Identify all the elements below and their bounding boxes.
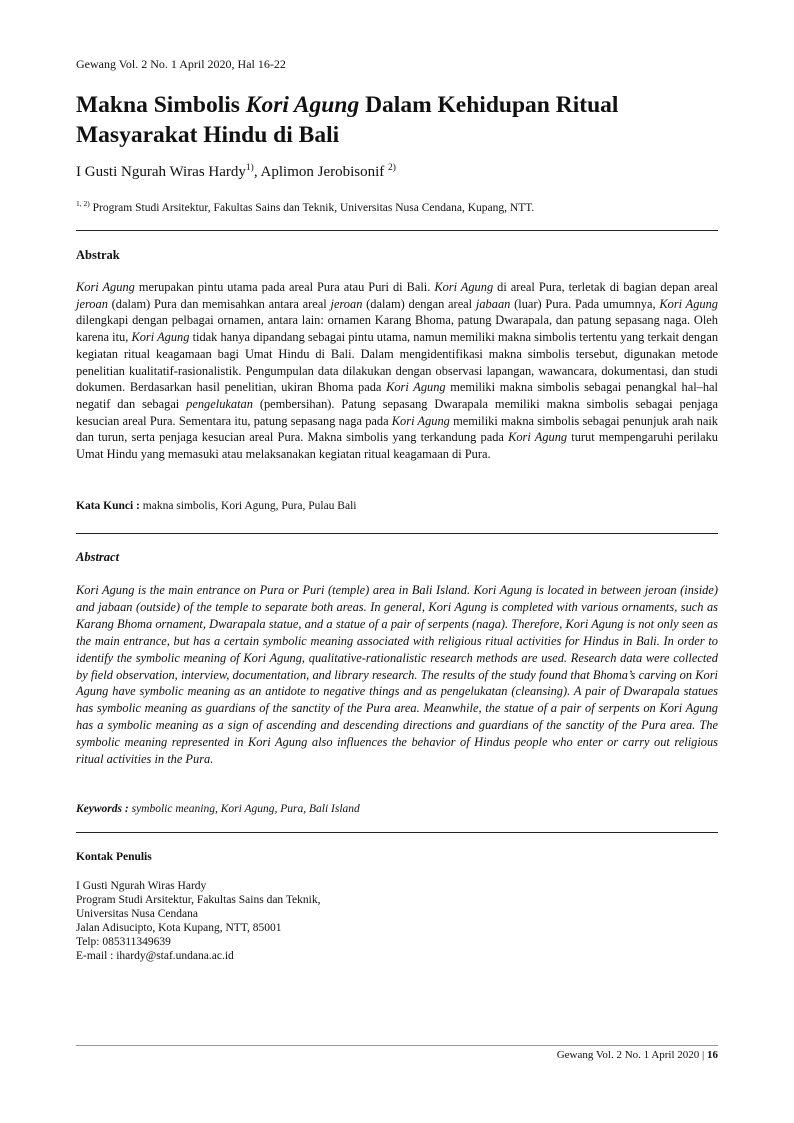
contact-address: Jalan Adisucipto, Kota Kupang, NTT, 85001 (76, 921, 282, 934)
divider-abstract (76, 832, 718, 833)
italic-term: jeroan (330, 296, 363, 311)
footer-journal: Gewang Vol. 2 No. 1 April 2020 | (556, 1049, 707, 1061)
italic-term: Kori Agung (386, 380, 446, 395)
contact-block (76, 880, 320, 963)
keywords-label: Keywords : (76, 803, 129, 815)
page-number: 16 (707, 1049, 718, 1061)
text-run: memiliki makna simbolis sebagai penangkal hal–hal negatif dan sebagai (76, 380, 718, 411)
author-list (76, 163, 396, 181)
text-run: (luar) Pura. Pada umumnya, (510, 296, 660, 311)
contact-heading: Kontak Penulis (76, 851, 152, 863)
contact-name: I Gusti Ngurah Wiras Hardy (76, 880, 207, 892)
contact-university: Universitas Nusa Cendana (76, 907, 198, 920)
abstract-body: Kori Agung is the main entrance on Pura or Puri (temple) area in Bali Island. Kori Agung is located in between jeroan (inside) and jabaan (outside) of the temple to separate both areas. In general, Kori Agung is completed with various ornaments, such as Karang Bhoma ornament, Dwarapala statue, and a statue of a pair of serpents (naga). Therefore, Kori Agung is not only seen as the main entrance, but has a certain symbolic meaning associated with religious ritual activities for Hindus in Bali. In order to identify the symbolic meaning of Kori Agung, qualitative-rationalistic research methods are used. Research data were collected by field observation, interview, documentation, and library research. The results of the study found that Bhoma’s carving on Kori Agung have symbolic meaning as an antidote to negative things and as pengelukatan (cleansing). A pair of Dwarapala statues has symbolic meaning as guardians of the sanctity of the Pura area. Meanwhile, the statue of a pair of serpents on Kori Agung has a symbolic meaning as a sign of ascending and descending directions and guardians of the sanctity of the Pura area. The symbolic meaning represented in Kori Agung also influences the behavior of Hindus people who enter or carry out religious ritual activities in the Pura. (76, 583, 718, 767)
text-run: merupakan pintu utama pada areal Pura atau Puri di Bali. (134, 280, 435, 294)
divider-abstrak (76, 533, 718, 534)
italic-term: jabaan (475, 296, 511, 311)
italic-term: Kori Agung (76, 280, 135, 294)
italic-term: pengelukatan (186, 396, 253, 411)
kata-kunci (76, 500, 356, 512)
italic-term: jeroan (76, 296, 108, 311)
italic-term: Kori Agung (434, 280, 494, 294)
author-2-affil-mark: 2) (388, 163, 396, 173)
italic-term: Kori Agung (391, 413, 450, 428)
affiliation-text: Program Studi Arsitektur, Fakultas Sains dan Teknik, Universitas Nusa Cendana, Kupang, NTT. (89, 201, 535, 214)
italic-term: Kori Agung (131, 330, 190, 345)
italic-term: Kori Agung (659, 296, 718, 311)
text-run: di areal Pura, terletak di bagian depan areal (493, 280, 719, 294)
affiliation-mark: 1, 2) (76, 199, 90, 208)
paper-title (76, 90, 736, 150)
author-2: Aplimon Jerobisonif (260, 164, 389, 180)
abstract-heading: Abstract (76, 550, 120, 564)
contact-phone: Telp: 085311349639 (76, 935, 171, 948)
title-part-2-italic: Kori Agung (245, 92, 360, 118)
keywords-values: symbolic meaning, Kori Agung, Pura, Bali Island (128, 803, 360, 815)
text-run: , Pura, Pulau Bali (275, 500, 357, 512)
divider-top (76, 230, 718, 231)
text-run: memiliki makna simbolis sebagai penunjuk arah naik dan turun, serta penjaga kesucian areal Pura. Makna simbolis yang terkandung pada (76, 413, 718, 445)
italic-term: Kori Agung (221, 500, 276, 512)
affiliation (76, 199, 534, 214)
author-1-affil-mark: 1) (245, 163, 254, 173)
keywords (76, 803, 360, 815)
kata-kunci-label: Kata Kunci : (76, 500, 140, 512)
abstrak-body (76, 279, 718, 463)
text-run: turut mempengaruhi perilaku Umat Hindu yang memasuki atau melaksanakan kegiatan ritual keagamaan di Pura. (76, 430, 718, 462)
kata-kunci-values (140, 500, 357, 512)
text-run: (dalam) dengan areal (362, 296, 476, 311)
title-part-3: Dalam Kehidupan Ritual Masyarakat Hindu di Bali (76, 92, 619, 148)
contact-department: Program Studi Arsitektur, Fakultas Sains dan Teknik, (76, 893, 321, 906)
text-run: makna simbolis, (139, 500, 222, 512)
footer-divider (76, 1045, 718, 1046)
text-run: dilengkapi dengan pelbagai ornamen, antara lain: ornamen Karang Bhoma, patung Dwarapala, dan patung sepasang naga. Oleh karena itu, (76, 313, 718, 345)
page-footer (557, 1049, 718, 1061)
author-1: I Gusti Ngurah Wiras Hardy (76, 164, 246, 180)
title-part-1: Makna Simbolis (76, 92, 246, 118)
author-separator: , (253, 164, 261, 180)
journal-header: Gewang Vol. 2 No. 1 April 2020, Hal 16-22 (76, 57, 286, 71)
abstrak-heading: Abstrak (76, 248, 120, 262)
text-run: tidak hanya dipandang sebagai pintu utama, namun memiliki makna simbolis tertentu yang terkait dengan kegiatan ritual keagamaan bagi Umat Hindu di Bali. Dalam mengidentifikasi makna simbolis tersebut, digunakan metode penelitian kualitatif-rasionalistik. Pengumpulan data dilakukan dengan observasi lapangan, wawancara, dokumentasi, dan studi dokumen. Berdasarkan hasil penelitian, ukiran Bhoma pada (76, 330, 719, 395)
text-run: (pembersihan). Patung sepasang Dwarapala memiliki makna simbolis sebagai penjaga kesucian areal Pura. Sementara itu, patung sepasang naga pada (76, 396, 718, 428)
italic-term: Kori Agung (508, 430, 568, 445)
text-run: (dalam) Pura dan memisahkan antara areal (107, 296, 331, 311)
contact-email: E-mail : ihardy@staf.undana.ac.id (76, 949, 234, 962)
